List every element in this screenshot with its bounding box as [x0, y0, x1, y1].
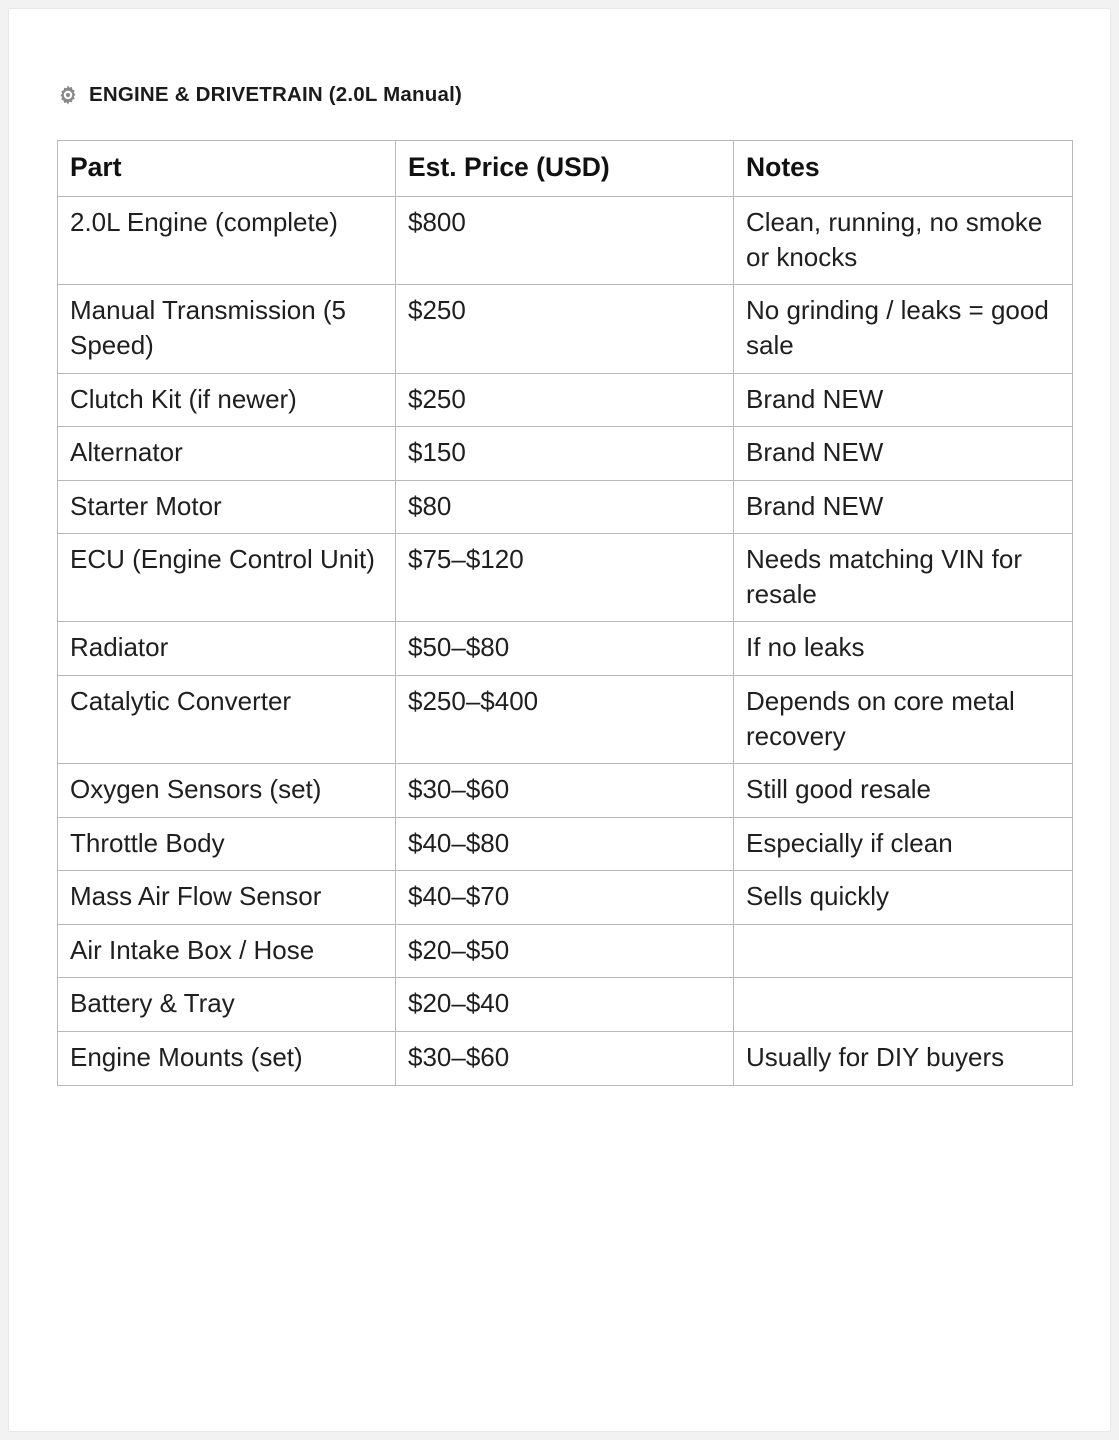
cell-price: $20–$40	[396, 978, 734, 1032]
cell-part: Battery & Tray	[58, 978, 396, 1032]
table-row	[58, 978, 1073, 1032]
cell-part: Catalytic Converter	[58, 676, 396, 764]
gear-icon	[57, 84, 79, 106]
cell-part: Radiator	[58, 622, 396, 676]
cell-part: Starter Motor	[58, 480, 396, 534]
cell-notes: Brand NEW	[734, 480, 1073, 534]
parts-price-table	[57, 140, 1073, 1086]
cell-notes: Especially if clean	[734, 817, 1073, 871]
cell-notes: If no leaks	[734, 622, 1073, 676]
cell-notes: Brand NEW	[734, 373, 1073, 427]
cell-price: $30–$60	[396, 1032, 734, 1086]
cell-price: $30–$60	[396, 764, 734, 818]
cell-part: Oxygen Sensors (set)	[58, 764, 396, 818]
cell-notes: Sells quickly	[734, 871, 1073, 925]
cell-part: Air Intake Box / Hose	[58, 924, 396, 978]
table-row	[58, 534, 1073, 622]
column-header-part: Part	[58, 141, 396, 197]
cell-part: Throttle Body	[58, 817, 396, 871]
cell-price: $800	[396, 197, 734, 285]
table-row	[58, 197, 1073, 285]
cell-notes: Brand NEW	[734, 427, 1073, 481]
cell-notes: Usually for DIY buyers	[734, 1032, 1073, 1086]
section-heading	[57, 83, 1110, 107]
table-row	[58, 622, 1073, 676]
cell-price: $50–$80	[396, 622, 734, 676]
cell-price: $40–$70	[396, 871, 734, 925]
cell-price: $250	[396, 373, 734, 427]
table-row	[58, 373, 1073, 427]
cell-part: Clutch Kit (if newer)	[58, 373, 396, 427]
cell-notes: No grinding / leaks = good sale	[734, 285, 1073, 373]
cell-notes: Depends on core metal recovery	[734, 676, 1073, 764]
cell-price: $250	[396, 285, 734, 373]
cell-part: ECU (Engine Control Unit)	[58, 534, 396, 622]
table-row	[58, 676, 1073, 764]
section-title: ENGINE & DRIVETRAIN (2.0L Manual)	[89, 83, 462, 106]
cell-part: 2.0L Engine (complete)	[58, 197, 396, 285]
cell-price: $150	[396, 427, 734, 481]
cell-notes: Clean, running, no smoke or knocks	[734, 197, 1073, 285]
column-header-price: Est. Price (USD)	[396, 141, 734, 197]
table-row	[58, 871, 1073, 925]
cell-price: $40–$80	[396, 817, 734, 871]
table-row	[58, 1032, 1073, 1086]
column-header-notes: Notes	[734, 141, 1073, 197]
table-header-row	[58, 141, 1073, 197]
table-row	[58, 924, 1073, 978]
table-row	[58, 480, 1073, 534]
table-row	[58, 817, 1073, 871]
cell-part: Alternator	[58, 427, 396, 481]
cell-price: $250–$400	[396, 676, 734, 764]
cell-price: $75–$120	[396, 534, 734, 622]
cell-part: Mass Air Flow Sensor	[58, 871, 396, 925]
cell-price: $20–$50	[396, 924, 734, 978]
cell-price: $80	[396, 480, 734, 534]
cell-notes: Needs matching VIN for resale	[734, 534, 1073, 622]
cell-notes	[734, 924, 1073, 978]
cell-notes	[734, 978, 1073, 1032]
table-row	[58, 285, 1073, 373]
cell-part: Engine Mounts (set)	[58, 1032, 396, 1086]
table-row	[58, 764, 1073, 818]
cell-part: Manual Transmission (5 Speed)	[58, 285, 396, 373]
table-row	[58, 427, 1073, 481]
document-page	[8, 8, 1111, 1432]
cell-notes: Still good resale	[734, 764, 1073, 818]
